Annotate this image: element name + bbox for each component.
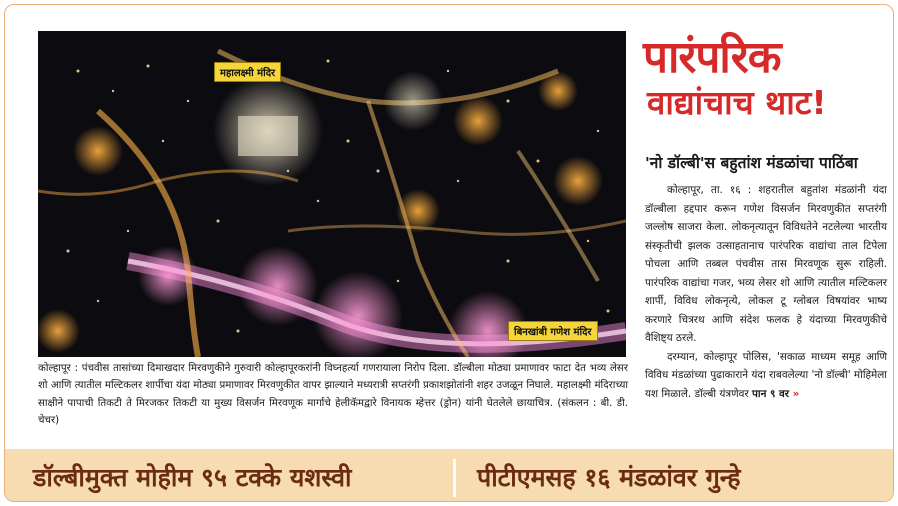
caption-credit: (संकलन : बी. डी. चेचर) <box>38 397 629 427</box>
subheadline: 'नो डॉल्बी'स बहुतांश मंडळांचा पाठिंबा <box>645 154 858 172</box>
band-headline-left: डॉल्बीमुक्त मोहीम ९५ टक्के यशस्वी <box>33 463 352 492</box>
label-mahalaxmi-temple: महालक्ष्मी मंदिर <box>214 62 281 82</box>
city-lights-illustration <box>38 31 626 357</box>
newspaper-clipping <box>4 4 894 502</box>
caption-text: कोल्हापूर : पंचवीस तासांच्या दिमाखदार मिरवणुकीने गुरुवारी कोल्हापूरकरांनी विघ्नहर्त्या गणरायाला निरोप दिला. डॉल्बीला मोठ्या प्रमाणावर फाटा देत भव्य लेसर शो आणि त्यातील मल्टिकलर शार्पीचा यंदा मोठ्या प्रमाणावर मिरवणुकीत वापर झाल्याने मध्यरात्री सप्तरंगी प्रकाशझोतांनी शहर उजळून निघाले. महालक्ष्मी मंदिराच्या साक्षीने पापाची तिकटी ते मिरजकर तिकटी या मुख्य विसर्जन मिरवणूक मार्गाचे हेलीकॅमद्वारे विनायक म्हेत्तर (ड्रोन) यांनी घेतलेले छायाचित्र. <box>38 363 628 409</box>
article-body <box>645 181 887 403</box>
article-paragraph-2-text: दरम्यान, कोल्हापूर पोलिस, 'सकाळ माध्यम समूह आणि विविध मंडळांच्या पुढाकाराने यंदा राबवलेल्या 'नो डॉल्बी' मोहिमेला यश मिळाले. डॉल्बी यंत्रणेवर <box>645 350 887 400</box>
continued-arrow-icon: » <box>792 387 800 400</box>
continued-on-page-link[interactable] <box>752 388 799 400</box>
article-paragraph-1: कोल्हापूर, ता. १६ : शहरातील बहुतांश मंडळांनी यंदा डॉल्बीला हद्दपार करून गणेश विसर्जन मिरवणुकीत सप्तरंगी जल्लोष साजरा केला. लोकनृत्यातून विविधतेने नटलेल्या भारतीय संस्कृतीची झलक उत्साहतानाच पारंपरिक वाद्यांचा ताल टिपेला पोचला आणि तब्बल पंचवीस तास मिरवणूक सुरू राहिली. पारंपरिक वाद्यांचा गजर, भव्य लेसर शो आणि त्यातील मल्टिकलर शार्पी, विविध लोकनृत्ये, लोकल टू ग्लोबल विषयांवर भाष्य करणारे चित्ररथ आणि संदेश फलक हे यंदाच्या मिरवणुकीचे वैशिष्ट्य ठरले. <box>645 184 887 344</box>
continued-label: पान ९ वर <box>752 387 790 400</box>
aerial-night-photo <box>38 31 626 357</box>
band-divider <box>453 459 456 497</box>
label-binkhambi-ganesh-temple: बिनखांबी गणेश मंदिर <box>508 321 598 341</box>
article-paragraph-2 <box>645 348 887 404</box>
bottom-headline-band <box>5 449 894 502</box>
headline-line-2: वाद्यांचाच थाट! <box>647 83 827 122</box>
photo-caption <box>38 360 628 430</box>
headline-line-1: पारंपरिक <box>643 32 781 83</box>
band-headline-right: पीटीएमसह १६ मंडळांवर गुन्हे <box>477 463 741 492</box>
headline <box>643 33 888 123</box>
